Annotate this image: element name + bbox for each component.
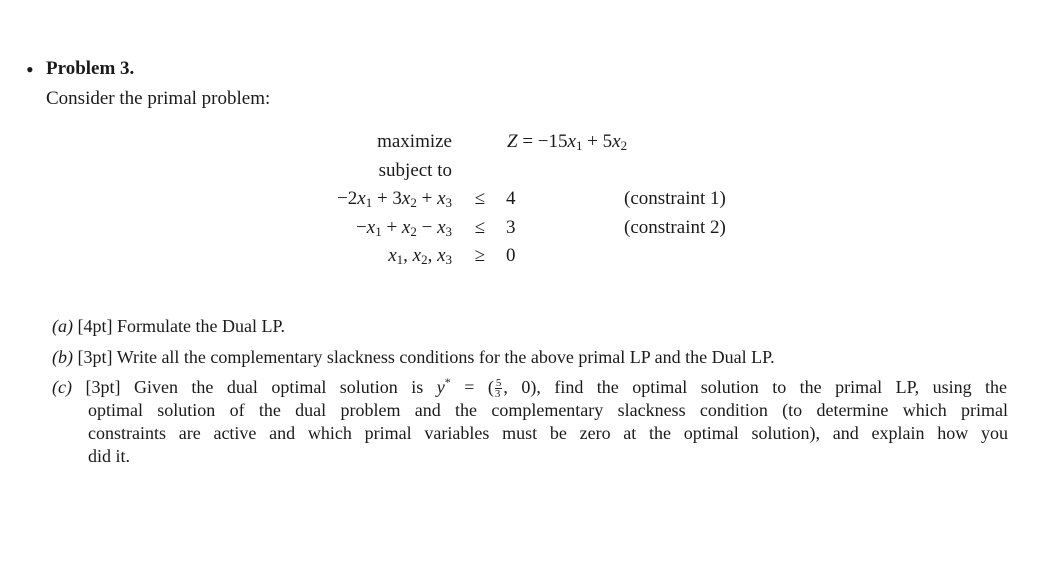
part-a xyxy=(52,315,285,338)
nonnegativity-rhs: 0 xyxy=(506,245,516,266)
part-a-text: Formulate the Dual LP. xyxy=(117,316,285,336)
subject-to-label: subject to xyxy=(378,160,452,181)
part-c-label: (c) xyxy=(52,377,72,397)
dual-fraction: $\frac{5}{3}$ xyxy=(494,377,502,401)
problem-heading: Problem 3. xyxy=(46,58,135,79)
maximize-label: maximize xyxy=(377,131,452,152)
bullet-point: • xyxy=(26,57,34,82)
part-c-points: [3pt] xyxy=(85,377,121,397)
part-c: (c) [3pt] Given the dual optimal solution is y* = ( $\frac{5}{3}$ , 0), find the optimal solution to the primal LP, using the xyxy=(52,375,1008,401)
constraint-2-note: (constraint 2) xyxy=(624,217,726,238)
part-b-label: (b) xyxy=(52,347,73,367)
part-b xyxy=(52,346,775,369)
part-c-text-after: , find the optimal solution to the primal LP, using the xyxy=(536,377,1008,397)
constraint-2-lhs: $-x_1 + x_2 - x_3$ xyxy=(356,217,452,239)
part-c-line-4: did it. xyxy=(88,446,131,466)
dual-rest: , 0) xyxy=(503,377,537,397)
objective-function: $Z = -15x_1 + 5x_2$ xyxy=(507,131,628,153)
part-c-line-2: optimal solution of the dual problem and the complementary slackness condition (to determine which primal xyxy=(88,400,1008,420)
problem-intro: Consider the primal problem: xyxy=(46,88,271,109)
constraint-2-op: ≤ xyxy=(474,217,486,238)
dual-equals: = xyxy=(464,377,475,397)
nonnegativity-lhs: $x_1$, $x_2$, $x_3$ xyxy=(388,245,452,267)
part-b-points: [3pt] xyxy=(77,347,113,367)
constraint-2-rhs: 3 xyxy=(506,217,516,238)
constraint-1-rhs: 4 xyxy=(506,188,516,209)
nonnegativity-op: ≥ xyxy=(474,245,486,266)
constraint-1-note: (constraint 1) xyxy=(624,188,726,209)
constraint-1-lhs: $-2x_1 + 3x_2 + x_3$ xyxy=(337,188,452,210)
part-c-line-3: constraints are active and which primal variables must be zero at the optimal solution), and explain how you xyxy=(88,423,1008,443)
part-a-points: [4pt] xyxy=(77,316,113,336)
part-b-text: Write all the complementary slackness conditions for the above primal LP and the Dual LP. xyxy=(116,347,775,367)
dual-variable: y xyxy=(436,377,445,397)
constraint-1-op: ≤ xyxy=(474,188,486,209)
part-a-label: (a) xyxy=(52,316,73,336)
part-c-text-before: Given the dual optimal solution is xyxy=(133,377,424,397)
